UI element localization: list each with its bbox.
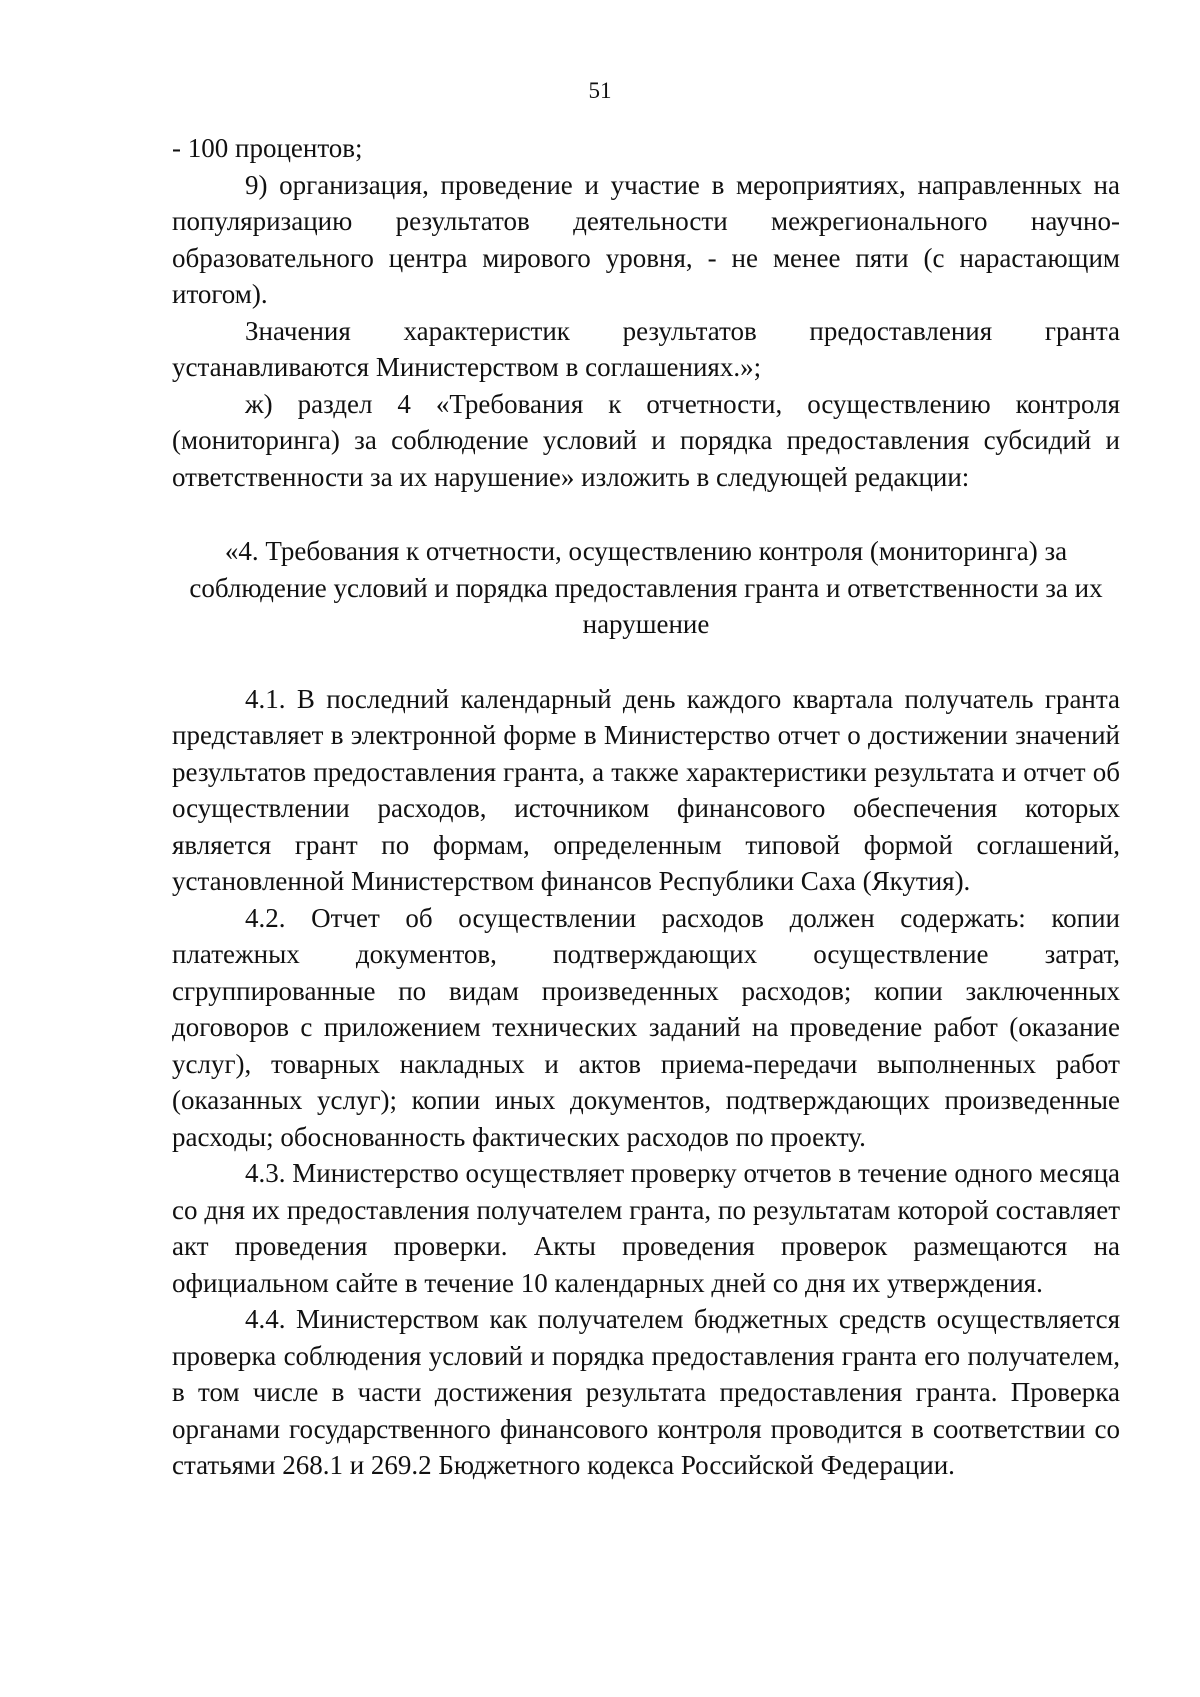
paragraph-4-4: 4.4. Министерством как получателем бюджетных средств осуществляется проверка соблюдения условий и порядка предоставления гранта его получателем, в том числе в части достижения результата предоставления гранта. Проверка органами государственного финансового контроля проводится в соответствии со статьями 268.1 и 269.2 Бюджетного кодекса Российской Федерации. (172, 1304, 1120, 1480)
paragraph-values-characteristics: Значения характеристик результатов предоставления гранта устанавливаются Министерством в соглашениях.»; (172, 315, 1120, 382)
paragraph-4-2: 4.2. Отчет об осуществлении расходов должен содержать: копии платежных документов, подтверждающих осуществление затрат, сгруппированные по видам произведенных расходов; копии заключенных договоров с приложением технических заданий на проведение работ (оказание услуг), товарных накладных и актов приема-передачи выполненных работ (оказанных услуг); копии иных документов, подтверждающих произведенные расходы; обоснованность фактических расходов по проекту. (172, 902, 1120, 1152)
section-heading (172, 533, 1120, 643)
document-body (172, 130, 1120, 1484)
paragraph-item-9: 9) организация, проведение и участие в мероприятиях, направленных на популяризацию результатов деятельности межрегионального научно-образовательного центра мирового уровня, - не менее пяти (с нарастающим итогом). (172, 169, 1120, 309)
paragraph-4-1: 4.1. В последний календарный день каждого квартала получатель гранта представляет в электронной форме в Министерство отчет о достижении значений результатов предоставления гранта, а также характеристики результата и отчет об осуществлении расходов, источником финансового обеспечения которых является грант по формам, определенным типовой формой соглашений, установленной Министерством финансов Республики Саха (Якутия). (172, 683, 1120, 896)
page-number: 51 (588, 78, 612, 103)
section-heading-line: соблюдение условий и порядка предоставления гранта и ответственности за их (189, 572, 1103, 603)
paragraph-4-3: 4.3. Министерство осуществляет проверку отчетов в течение одного месяца со дня их предоставления получателем гранта, по результатам которой составляет акт проведения проверки. Акты проведения проверок размещаются на официальном сайте в течение 10 календарных дней со дня их утверждения. (172, 1158, 1120, 1298)
paragraph-list-item-100-percent: - 100 процентов; (172, 133, 363, 163)
section-heading-line: нарушение (582, 609, 710, 639)
section-heading-line: «4. Требования к отчетности, осуществлению контроля (мониторинга) за (224, 536, 1068, 566)
paragraph-item-zh: ж) раздел 4 «Требования к отчетности, осуществлению контроля (мониторинга) за соблюдение условий и порядка предоставления субсидий и ответственности за их нарушение» изложить в следующей редакции: (172, 388, 1120, 492)
